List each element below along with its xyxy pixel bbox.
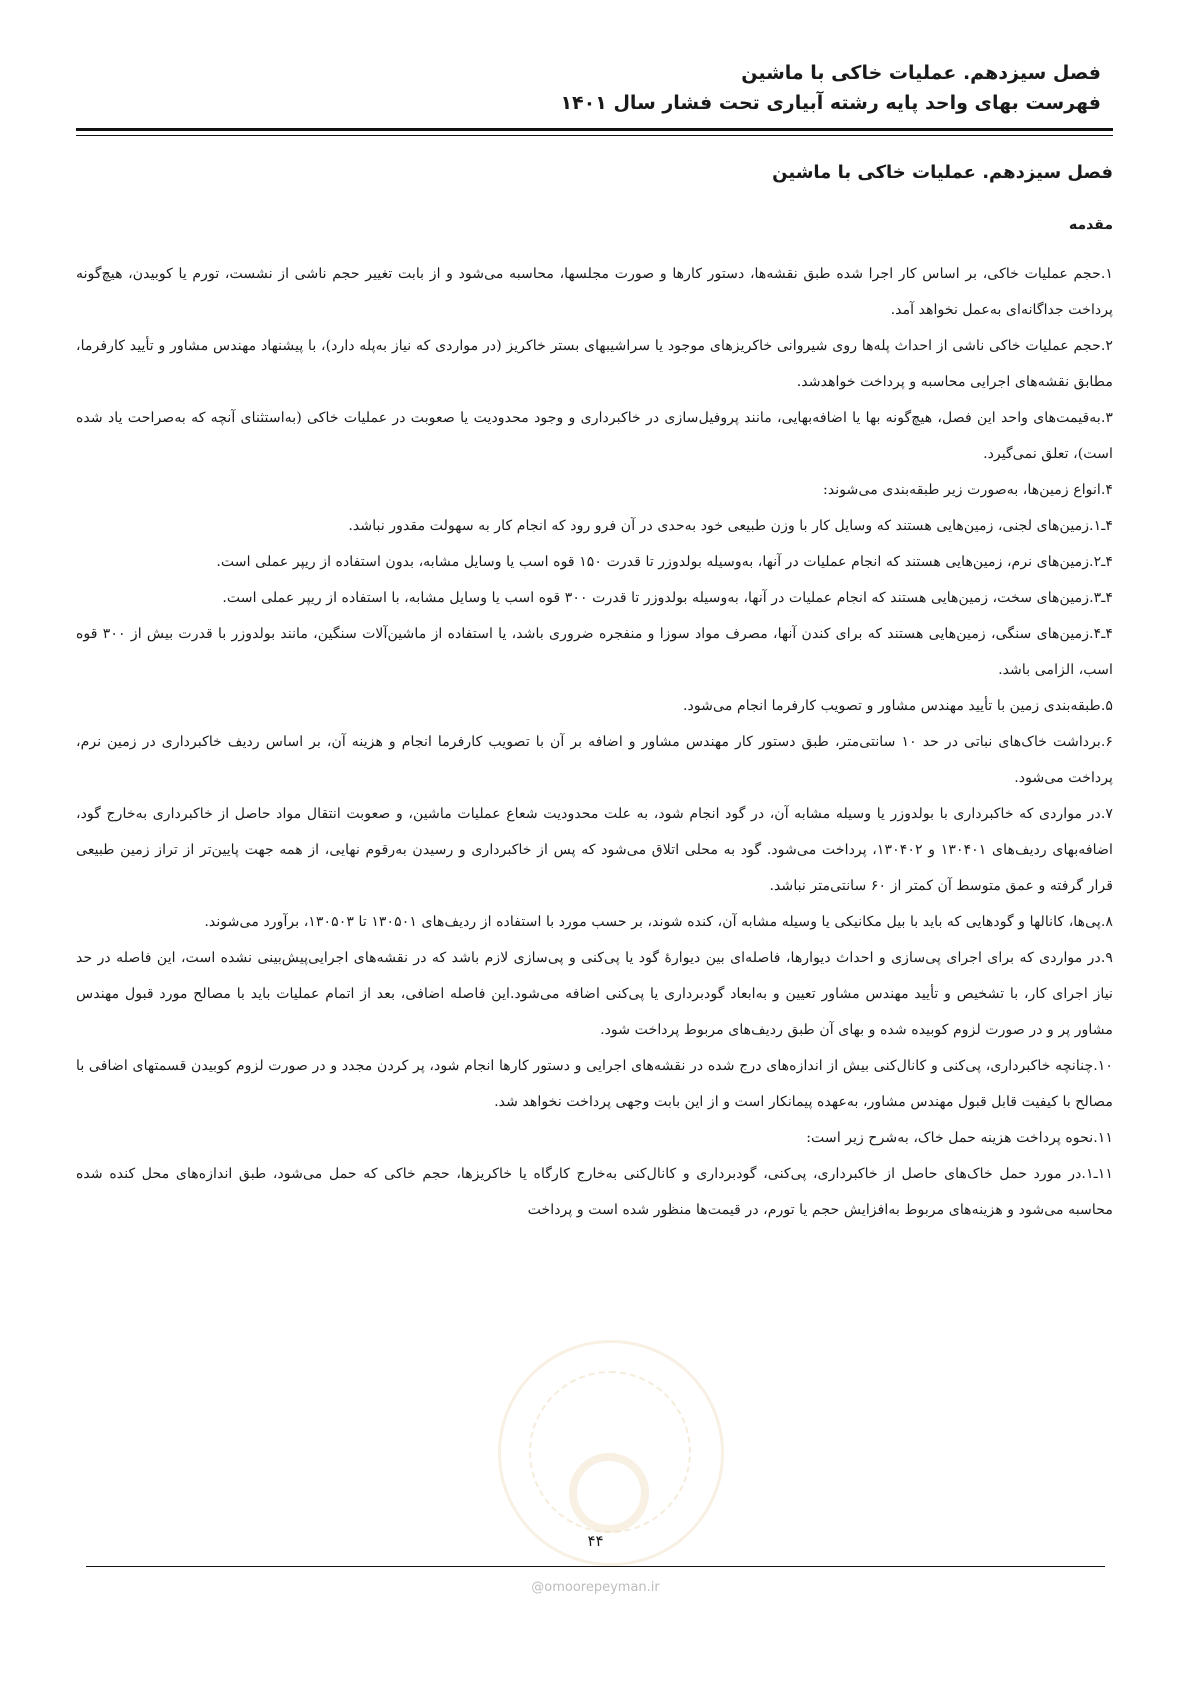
- chapter-title: فصل سیزدهم. عملیات خاکی با ماشین: [772, 162, 1113, 183]
- page-number: ۴۴: [587, 1532, 604, 1550]
- header-chapter-title: فصل سیزدهم. عملیات خاکی با ماشین: [741, 62, 1101, 84]
- paragraph-8: ۸.پی‌ها، کانالها و گودهایی که باید با بیل مکانیکی یا وسیله مشابه آن، کنده شوند، بر حسب مورد با استفاده از ردیف‌های ۱۳۰۵۰۱ تا ۱۳۰۵۰۳، برآورد می‌شوند.: [204, 914, 1113, 930]
- header-document-title: فهرست بهای واحد پایه رشته آبیاری تحت فشار سال ۱۴۰۱: [560, 92, 1101, 114]
- paragraph-11: ۱۱.نحوه پرداخت هزینه حمل خاک، به‌شرح زیر است:: [806, 1130, 1113, 1146]
- paragraph-1: ۱.حجم عملیات خاکی، بر اساس کار اجرا شده طبق نقشه‌ها، دستور کارها و صورت مجلسها، محاسبه می‌شود و از بابت تغییر حجم ناشی از نشست، تورم یا کوبیدن، هیچ‌گونه پرداخت جداگانه‌ای به‌عمل نخواهد آمد.: [76, 266, 1113, 318]
- paragraph-2: ۲.حجم عملیات خاکی ناشی از احداث پله‌ها روی شیروانی خاکریزهای موجود یا سراشیبهای بستر خاکریز (در مواردی که نیاز به‌پله دارد)، با پیشنهاد مهندس مشاور و تأیید کارفرما، مطابق نقشه‌های اجرایی محاسبه و پرداخت خواهدشد.: [76, 338, 1113, 390]
- paragraph-3: ۳.به‌قیمت‌های واحد این فصل، هیچ‌گونه بها یا اضافه‌بهایی، مانند پروفیل‌سازی در خاکبرداری و وجود محدودیت یا صعوبت در عملیات خاکی (به‌استثنای آنچه که به‌صراحت یاد شده است)، تعلق نمی‌گیرد.: [76, 410, 1113, 462]
- paragraph-11-1: ۱۱ـ۱.در مورد حمل خاک‌های حاصل از خاکبرداری، پی‌کنی، گودبرداری و کانال‌کنی به‌خارج کارگاه یا خاکریزها، حجم خاکی که حمل می‌شود، طبق اندازه‌های محل کنده شده محاسبه می‌شود و هزینه‌های مربوط به‌افزایش حجم یا تورم، در قیمت‌ها منظور شده است و پرداخت: [76, 1166, 1113, 1218]
- paragraph-4-3: ۴ـ۳.زمین‌های سخت، زمین‌هایی هستند که انجام عملیات در آنها، به‌وسیله بولدوزر تا قدرت ۳۰۰ قوه اسب یا وسایل مشابه، با استفاده از ریپر عملی است.: [222, 590, 1113, 606]
- paragraph-5: ۵.طبقه‌بندی زمین با تأیید مهندس مشاور و تصویب کارفرما انجام می‌شود.: [683, 698, 1113, 714]
- section-heading-introduction: مقدمه: [1069, 217, 1113, 233]
- gear-icon: [569, 1453, 649, 1533]
- header-rule-thin: [76, 135, 1113, 136]
- paragraph-10: ۱۰.چنانچه خاکبرداری، پی‌کنی و کانال‌کنی بیش از اندازه‌های درج شده در نقشه‌های اجرایی و دستور کارها انجام شود، پر کردن مجدد و در صورت لزوم کوبیدن قسمتهای اضافی با مصالح با کیفیت قابل قبول مهندس مشاور، به‌عهده پیمانکار است و از این بابت وجهی پرداخت نخواهد شد.: [76, 1058, 1113, 1110]
- footer-rule: [86, 1566, 1105, 1567]
- paragraph-7: ۷.در مواردی که خاکبرداری با بولدوزر یا وسیله مشابه آن، در گود انجام شود، به علت محدودیت شعاع عملیات ماشین، و صعوبت انتقال مواد حاصل از خاکبرداری به‌خارج گود، اضافه‌بهای ردیف‌های ۱۳۰۴۰۱ و ۱۳۰۴۰۲، پرداخت می‌شود. گود به محلی اتلاق می‌شود که پس از خاکبرداری و رسیدن به‌رقوم نهایی، از همه جهت پایین‌تر از تراز زمین طبیعی قرار گرفته و عمق متوسط آن کمتر از ۶۰ سانتی‌متر نباشد.: [76, 806, 1113, 894]
- paragraph-4-1: ۴ـ۱.زمین‌های لجنی، زمین‌هایی هستند که وسایل کار با وزن طبیعی خود به‌حدی در آن فرو رود که انجام کار به سهولت مقدور نباشد.: [348, 518, 1113, 534]
- page-header: [71, 58, 1101, 118]
- paragraph-4: ۴.انواع زمین‌ها، به‌صورت زیر طبقه‌بندی می‌شوند:: [823, 482, 1113, 498]
- footer-website: @omoorepeyman.ir: [531, 1580, 660, 1595]
- paragraph-6: ۶.برداشت خاک‌های نباتی در حد ۱۰ سانتی‌متر، طبق دستور کار مهندس مشاور و اضافه بر آن با تصویب کارفرما انجام و هزینه آن، بر اساس ردیف خاکبرداری در زمین نرم، پرداخت می‌شود.: [76, 734, 1113, 786]
- paragraph-9: ۹.در مواردی که برای اجرای پی‌سازی و احداث دیوارها، فاصله‌ای بین دیوارهٔ گود یا پی‌کنی و پی‌سازی لازم باشد که در نقشه‌های اجرایی‌پیش‌بینی نشده است، این فاصله در حد نیاز اجرای کار، با تشخیص و تأیید مهندس مشاور تعیین و به‌ابعاد گودبرداری یا پی‌کنی اضافه می‌شود.این فاصله اضافی، بعد از اتمام عملیات باید با مصالح مورد قبول مهندس مشاور پر و در صورت لزوم کوبیده شده و بهای آن طبق ردیف‌های مربوط پرداخت شود.: [76, 950, 1113, 1038]
- header-rule-thick: [76, 128, 1113, 131]
- paragraph-4-4: ۴ـ۴.زمین‌های سنگی، زمین‌هایی هستند که برای کندن آنها، مصرف مواد سوزا و منفجره ضروری باشد، یا استفاده از ماشین‌آلات سنگین، مانند بولدوزر با قدرت بیش از ۳۰۰ قوه اسب، الزامی باشد.: [76, 626, 1113, 678]
- page-content: [76, 160, 1113, 1228]
- watermark-ring: [529, 1371, 691, 1533]
- paragraph-4-2: ۴ـ۲.زمین‌های نرم، زمین‌هایی هستند که انجام عملیات در آنها، به‌وسیله بولدوزر تا قدرت ۱۵۰ قوه اسب یا وسایل مشابه، بدون استفاده از ریپر عملی است.: [216, 554, 1113, 570]
